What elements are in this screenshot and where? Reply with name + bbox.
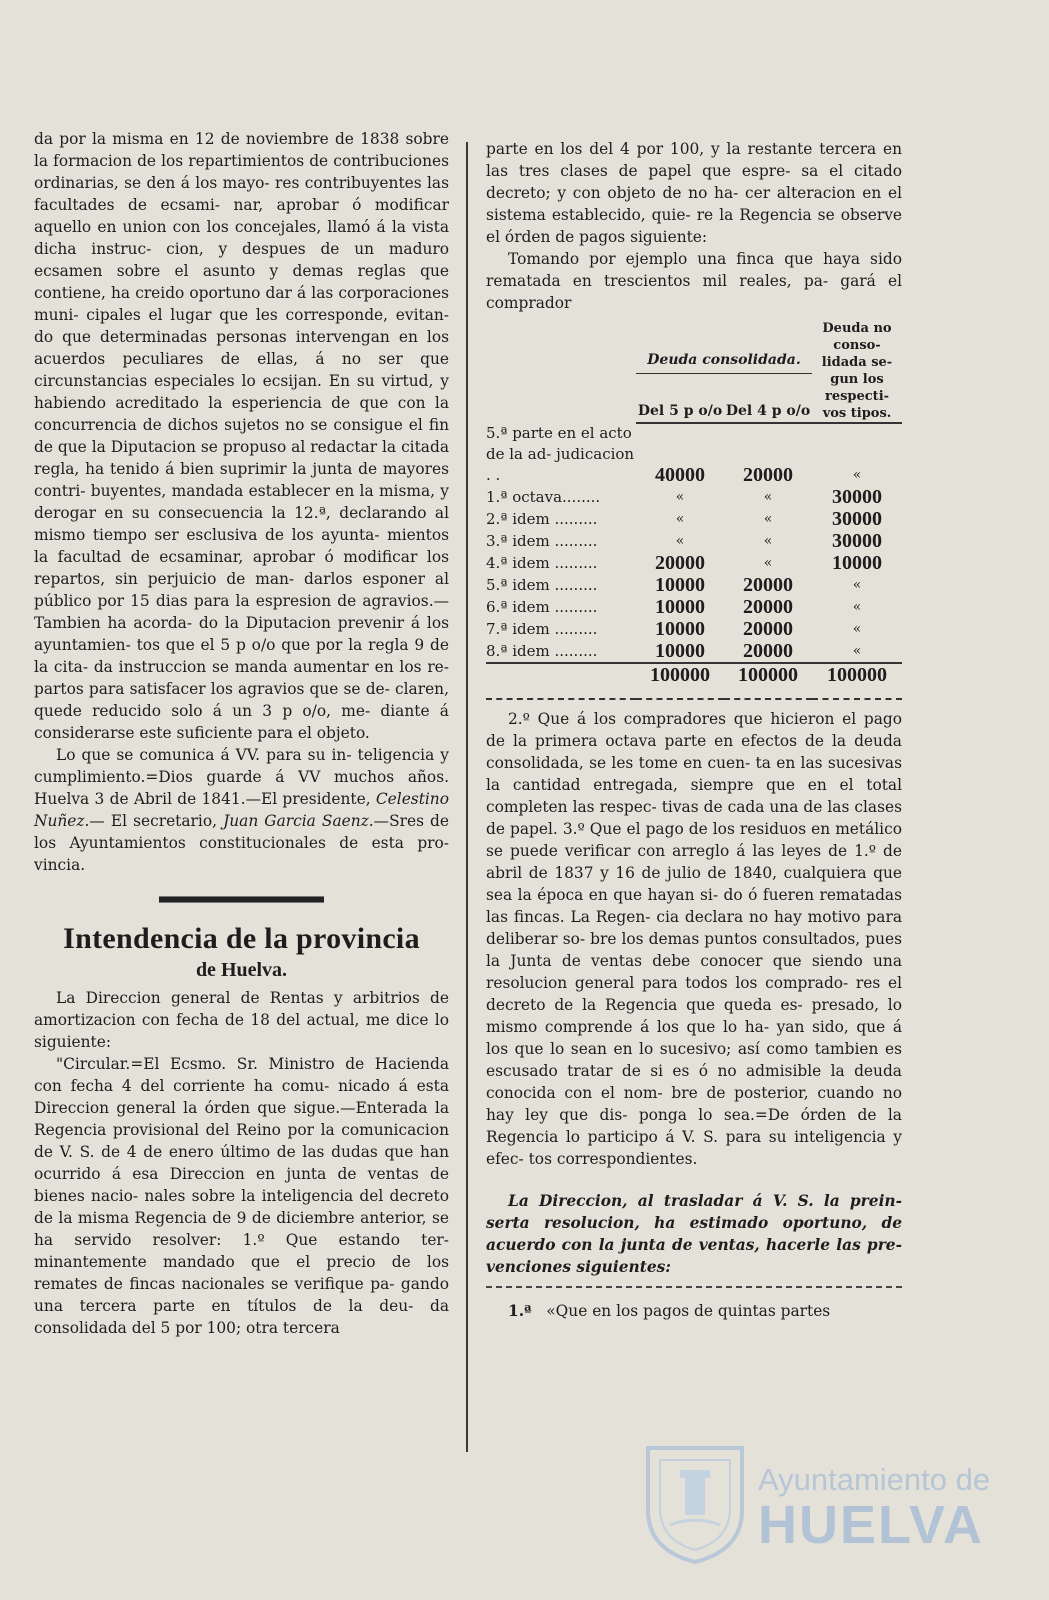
- cell-non-consolidated: «: [852, 599, 862, 615]
- cell-del-5: «: [675, 511, 685, 527]
- left-paragraph-1: da por la misma en 12 de noviembre de 1838 sobre la formacion de los repartimientos de contribuciones ordinarias, se den á los mayo- res contribuyentes las facultades de ecsami- nar, aprobar ó modificar aquello en union con los concejales, llamó á la vista dicha instruc- cion, y despues de un maduro ecsamen sobre el asunto y demas reglas que contiene, ha creido oportuno dar á las corporaciones muni- cipales el lugar que les corresponde, evitan- do que determinadas personas intervengan en los acuerdos peculiares de ellas, á no ser que circunstancias especiales lo ecsijan. En su virtud, y habiendo acreditado la esperiencia de que con la concurrencia de dichos sujetos no se consigue el fin de que la Diputacion se propuso al redactar la citada regla, ha tenido á bien suprimir la junta de mayores contri- buyentes, mandada establecer en la misma, y derogar en su consecuencia la 12.ª, declarando al mismo tiempo ser esclusiva de los ayunta- mientos la facultad de ecsaminar, aprobar ó modificar los repartos, sin perjuicio de man- darlos esponer al público por 15 dias para la espresion de agravios.—Tambien ha acorda- do la Diputacion prevenir á los ayuntamien- tos que el 5 p o/o que por la regla 9 de la cita- da instruccion se manda aumentar en los re- partos para satisfacer los agravios que se de- claren, quede reducido solo á un 3 p o/o, me- diante á considerarse este suficiente para el objeto.: [34, 130, 449, 742]
- row-label: 5.ª idem .........: [486, 576, 598, 594]
- header-non-consolidated-debt: Deuda no conso- lidada se- gun los respecti- vos tipos.: [812, 320, 902, 423]
- table-row: [486, 508, 902, 530]
- cell-del-5: 10000: [655, 574, 705, 596]
- total-del-5: 100000: [636, 663, 724, 686]
- table-row: [486, 552, 902, 574]
- right-column: [486, 138, 902, 1322]
- cell-non-consolidated: 30000: [832, 530, 882, 552]
- cell-del-5: «: [675, 533, 685, 549]
- total-non-consolidated: 100000: [812, 663, 902, 686]
- row-label: 7.ª idem .........: [486, 620, 598, 638]
- cell-del-5: «: [675, 489, 685, 505]
- item-text: «Que en los pagos de quintas partes: [546, 1302, 831, 1320]
- header-del-5: Del 5 p o/o: [636, 374, 724, 423]
- row-label: 8.ª idem .........: [486, 642, 598, 660]
- cell-del-4: 20000: [743, 464, 793, 486]
- secretary-label: — El secretario,: [89, 812, 224, 830]
- paragraph-rule: [486, 1286, 902, 1288]
- cell-del-5: 40000: [655, 464, 705, 486]
- item-number: 1.ª: [508, 1302, 532, 1320]
- table-row: [486, 574, 902, 596]
- table-row: [486, 618, 902, 640]
- cell-del-4: «: [763, 511, 773, 527]
- communication-text: Lo que se comunica á VV. para su in- teligencia y cumplimiento.=Dios guarde á VV muchos años. Huelva 3 de Abril de 1841.—El presidente,: [34, 746, 449, 808]
- row-label: 3.ª idem .........: [486, 532, 598, 550]
- right-paragraph-4: La Direccion, al trasladar á V. S. la prein- serta resolucion, ha estimado oportuno, de acuerdo con la junta de ventas, hacerle las pre- venciones siguientes:: [486, 1192, 902, 1276]
- right-paragraph-1: parte en los del 4 por 100, y la restante tercera en las tres clases de papel que espre- sa el citado decreto; y con objeto de no ha- cer alteracion en el sistema establecido, quie- re la Regencia se observe el órden de pagos siguiente:: [486, 140, 902, 246]
- ayuntamiento-watermark: [640, 1440, 1020, 1570]
- right-paragraph-5: [486, 1300, 902, 1322]
- watermark-line-1: Ayuntamiento de: [758, 1462, 991, 1497]
- column-divider: [466, 142, 468, 1452]
- total-del-4: 100000: [724, 663, 812, 686]
- cell-del-4: «: [763, 533, 773, 549]
- right-paragraph-3: 2.º Que á los compradores que hicieron el pago de la primera octava parte en efectos de la deuda consolidada, se les tome en cuen- ta en las sucesivas la cantidad entregada, siempre que en el total completen las respec- tivas de cada una de las clases de papel. 3.º Que el pago de los residuos en metálico se puede verificar con arreglo á las leyes de 1.º de abril de 1837 y 16 de julio de 1840, cualquiera que sea la época en que hayan si- do ó fueren rematadas las fincas. La Regen- cia declara no hay motivo para deliberar so- bre los demas puntos consultados, pues la Junta de ventas debe conocer que siendo una resolucion general para todos los comprado- res el decreto de la Regencia que queda es- presado, lo mismo comprende á los que lo ha- yan sido, que á los que lo sean en lo sucesivo; así como tambien es escusado tratar de si es ó no admisible la deuda conocida con el nom- bre de posterior, cuando no hay ley que dis- ponga lo sea.=De órden de la Regencia lo participo á V. S. para su inteligencia y efec- tos correspondientes.: [486, 710, 902, 1168]
- cell-del-4: 20000: [743, 574, 793, 596]
- cell-non-consolidated: 10000: [832, 552, 882, 574]
- header-del-4: Del 4 p o/o: [724, 374, 812, 423]
- table-row: [486, 596, 902, 618]
- president-name: Celestino Nuñez.: [34, 790, 449, 830]
- row-label: 4.ª idem .........: [486, 554, 598, 572]
- cell-non-consolidated: «: [852, 621, 862, 637]
- row-label: 2.ª idem .........: [486, 510, 598, 528]
- cell-del-5: 10000: [655, 640, 705, 662]
- left-paragraph-4: "Circular.=El Ecsmo. Sr. Ministro de Hacienda con fecha 4 del corriente ha comu- nicado á esta Direccion general la órden que sigue.—Enterada la Regencia provisional del Reino por la comunicacion de V. S. de 4 de enero último de las dudas que han ocurrido á esa Direccion en junta de ventas de bienes nacio- nales sobre la inteligencia del decreto de la misma Regencia de 9 de diciembre anterior, se ha servido resolver: 1.º Que estando ter- minantemente mandado que el precio de los remates de fincas nacionales se verifique pa- gando una tercera parte en títulos de la deu- da consolidada del 5 por 100; otra tercera: [34, 1055, 449, 1337]
- secretary-name: Juan Garcia Saenz.: [223, 812, 374, 830]
- table-row: [486, 486, 902, 508]
- table-row: [486, 423, 902, 486]
- cell-del-4: «: [763, 489, 773, 505]
- row-label: 1.ª octava........: [486, 488, 601, 506]
- cell-non-consolidated: «: [852, 643, 862, 659]
- cell-non-consolidated: «: [852, 467, 862, 483]
- header-consolidated-debt: Deuda consolidada.: [636, 349, 812, 374]
- section-divider: [159, 896, 324, 903]
- addressee-text: —Sres de los Ayuntamientos constitucionales de esta pro- vincia.: [34, 812, 449, 874]
- cell-del-4: 20000: [743, 618, 793, 640]
- cell-non-consolidated: 30000: [832, 508, 882, 530]
- coat-of-arms-icon: [640, 1440, 750, 1565]
- cell-non-consolidated: 30000: [832, 486, 882, 508]
- payment-table: [486, 320, 902, 700]
- cell-del-4: 20000: [743, 596, 793, 618]
- left-column: [34, 128, 449, 1339]
- cell-del-5: 10000: [655, 618, 705, 640]
- section-subheading: de Huelva.: [195, 959, 288, 981]
- row-label: 6.ª idem .........: [486, 598, 598, 616]
- table-row: [486, 640, 902, 663]
- table-row: [486, 530, 902, 552]
- section-heading: Intendencia de la provincia: [63, 922, 420, 955]
- right-paragraph-2: Tomando por ejemplo una finca que haya sido rematada en trescientos mil reales, pa- gará el comprador: [486, 250, 902, 312]
- cell-del-4: «: [763, 555, 773, 571]
- cell-del-5: 20000: [655, 552, 705, 574]
- left-paragraph-2: [34, 744, 449, 876]
- left-paragraph-3: La Direccion general de Rentas y arbitrios de amortizacion con fecha de 18 del actual, me dice lo siguiente:: [34, 989, 449, 1051]
- watermark-line-2: HUELVA: [758, 1495, 984, 1555]
- row-label: 5.ª parte en el acto de la ad- judicacion . .: [486, 424, 635, 484]
- cell-del-4: 20000: [743, 640, 793, 662]
- cell-non-consolidated: «: [852, 577, 862, 593]
- cell-del-5: 10000: [655, 596, 705, 618]
